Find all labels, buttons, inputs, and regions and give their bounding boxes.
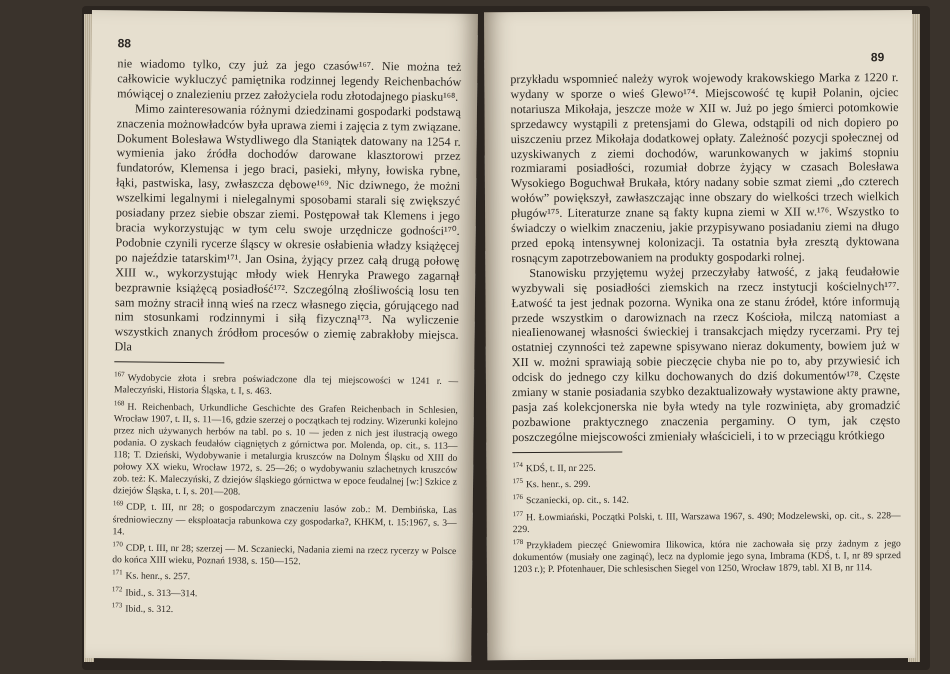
footnote: $^{170}$ CDP, t. III, nr 28; szerzej — M. Sczaniecki, Nadania ziemi na rzecz rycerzy w Polsce do końca XIII wieku, Poznań 1938, s. 150—152. [112,540,457,568]
footnote: $^{178}$ Przykładem pieczęć Gniewomira Ilikowica, która nie zachowała się przy żadnym z jego dokumentów (musiały one zaginąć), lecz na dyplomie jego syna, Imbrama (KDŚ, t. I, nr 89 sprzed 1203 r.); P. Pfotenhauer, Die schlesischen Siegel von 1250, Wrocław 1879, tabl. XI B, nr 114. [512,537,901,576]
footnote: $^{171}$ Ks. henr., s. 257. [112,568,191,583]
footnote: $^{177}$ H. Łowmiański, Początki Polski, t. III, Warszawa 1967, s. 490; Modzelewski, op. cit., s. 228—229. [512,509,901,535]
left-paragraph-2: Mimo zainteresowania różnymi dziedzinami gospodarki podstawą znaczenia możnowładców była uprawa ziemi i zajęcia z tym związane. Dokument Bolesława Wstydliwego dla Staniątek datowany na 1254 r. wymienia jako źródła dochodów darowane klasztorowi przez fundatorów, Klemensa i jego braci, pasieki, młyny, łowiska rybne, łąki, pastwiska, lasy, zwłaszcza dębowe¹⁶⁹. Nic dziwnego, że możni wszelkimi legalnymi i nielegalnymi sposobami starali się zwiększyć posiadany przez siebie obszar ziemi. Postępował tak Klemens i jego bracia wykorzystując w tym celu swoje urzędnicze godności¹⁷⁰. Podobnie czynili rycerze śląscy w okresie osłabienia władzy książęcej po najeździe tatarskim¹⁷¹. Jan Osina, żyjący przez całą drugą połowę XIII w., wykorzystując młody wiek Henryka Prawego zagarnął bezprawnie książęcą posiadłość¹⁷². Szczególną złośliwością losu ten sam możny stracił inną wieś na rzecz własnego zięcia, górującego nad nim stosunkami rodzinnymi i siłą fizyczną¹⁷³. Na wyliczenie wszystkich znanych źródłom procesów o ziemię zabrakłoby miejsca. Dla [114,101,462,354]
right-paragraph-2: Stanowisku przyjętemu wyżej przeczyłaby łatwość, z jaką feudałowie wyzbywali się posiadłości ziemskich na rzecz instytucji kościelnych¹⁷⁷. Łatwość ta jest jednak pozorna. Wynika ona ze stanu źródeł, które informują przede wszystkim o darowiznach na rzecz Kościoła, milczą natomiast a nieaIienowanej własności świeckiej i transakcjach między rycerzami. Pry tej ostatniej czynności też zapewne spisywano nieraz dokumenty, bowiem już w XII w. możni sprawiają sobie pieczęcie chyba nie po to, aby przywiesić ich odcisk do jednego czy kilku dochowanych do dziś dokumentów¹⁷⁸. Częste zmiany w stanie posiadania szybko dezaktualizowały wystawione akty prawne, pasja zaś kolekcjonerska nie była wtedy na tyle rozwinięta, aby gromadzić pozbawione praktycznego znaczenia pergaminy. O tym, jak często poszczególne miejscowości zmieniały właścicieli, i to w przeciągu krótkiego [511,263,901,444]
footnote: $^{172}$ Ibid., s. 313—314. [111,584,198,599]
footnote: $^{168}$ H. Reichenbach, Urkundliche Geschichte des Grafen Reichenbach in Schlesien, Wrocław 1907, t. II, s. 11—16, gdzie szerzej o początkach tej rodziny. Wizerunki kolejno przez nich używanych herbów na tabl. po s. 10 — jeden z nich jest ilustracją owego podania. O zyskach feudałów ciągniętych z górnictwa por. Molenda, op. cit., s. 113—118; T. Dzieński, Wydobywanie i metalurgia kruszców na Dolnym Śląsku od XIII do połowy XX wieku, Wrocław 1972, s. 25—26; o wydobywaniu szlachetnych kruszców zob. też: K. Maleczyński, Z dziejów śląskiego górnictwa w epoce feudalnej [w:] Szkice z dziejów Śląska, t. I, s. 201—208. [112,398,458,498]
right-page [484,10,915,660]
footnote: $^{167}$ Wydobycie złota i srebra poświadczone dla tej miejscowości w 1241 r. — Maleczyński, Historia Śląska, t. I, s. 463. [113,370,459,398]
left-paragraph-1: nie wiadomo tylko, czy już za jego czasów¹⁶⁷. Nie można też całkowicie wykluczyć pamiętnika rodzinnej legendy Reichenbachów mówiącej o znalezieniu przez założyciela rodu złotodajnego piasku¹⁶⁸. [117,56,462,104]
left-page-body [114,56,461,358]
footnote: $^{175}$ Ks. henr., s. 299. [512,476,591,491]
right-footnotes [512,457,901,577]
left-page-number: 88 [117,36,132,51]
footnote: $^{169}$ CDP, t. III, nr 28; o gospodarczym znaczeniu lasów zob.: M. Dembińska, Las średniowieczny — eksploatacja rabunkowa czy gospodarka?, KHKM, t. 15:1967, s. 3—14. [112,499,457,538]
right-page-number: 89 [870,50,885,65]
left-footnotes [112,368,459,619]
footnote: $^{174}$ KDŚ, t. II, nr 225. [512,460,596,474]
right-page-body [510,70,900,445]
footnote-rule [114,361,224,363]
footnote: $^{176}$ Sczaniecki, op. cit., s. 142. [512,493,629,507]
footnote: $^{173}$ Ibid., s. 312. [111,601,174,615]
right-paragraph-1: przykładu wspomnieć należy wyrok wojewody krakowskiego Marka z 1220 r. wydany w sporze o wieś Glewo¹⁷⁴. Miejscowość tę kupił Polanin, ojciec notariusza Mikołaja, jeszcze może w XII w. Już po jego śmierci potomkowie sprzedawcy wystąpili z pretensjami do Glewa, odstąpili od nich dopiero po uiszczeniu przez Mikołaja dodatkowej opłaty. Zależność pozycji społecznej od uzyskiwanych z ziemi dochodów, warunkowanych w jakimś stopniu rozmiarami posiadłości, rozumiał dobrze żyjący w czasach Bolesława Wysokiego Boguchwał Brukała, który nadany sobie szmat ziemi „do czterech wołów” powiększył, zawłaszczając inne obszary do wielkości trzech wielkich pługów¹⁷⁵. Literaturze znane są fakty kupna ziemi w XII w.¹⁷⁶. Wszystko to świadczy o wielkim znaczeniu, jakie przypisywano posiadaniu ziemi na długo przed epoką intensywnej kolonizacji. Ta ostatnia była zresztą dyktowana rosnącym zapotrzebowaniem na produkty gospodarki rolnej. [510,70,900,265]
footnote-rule [512,451,622,453]
left-page [85,10,478,662]
